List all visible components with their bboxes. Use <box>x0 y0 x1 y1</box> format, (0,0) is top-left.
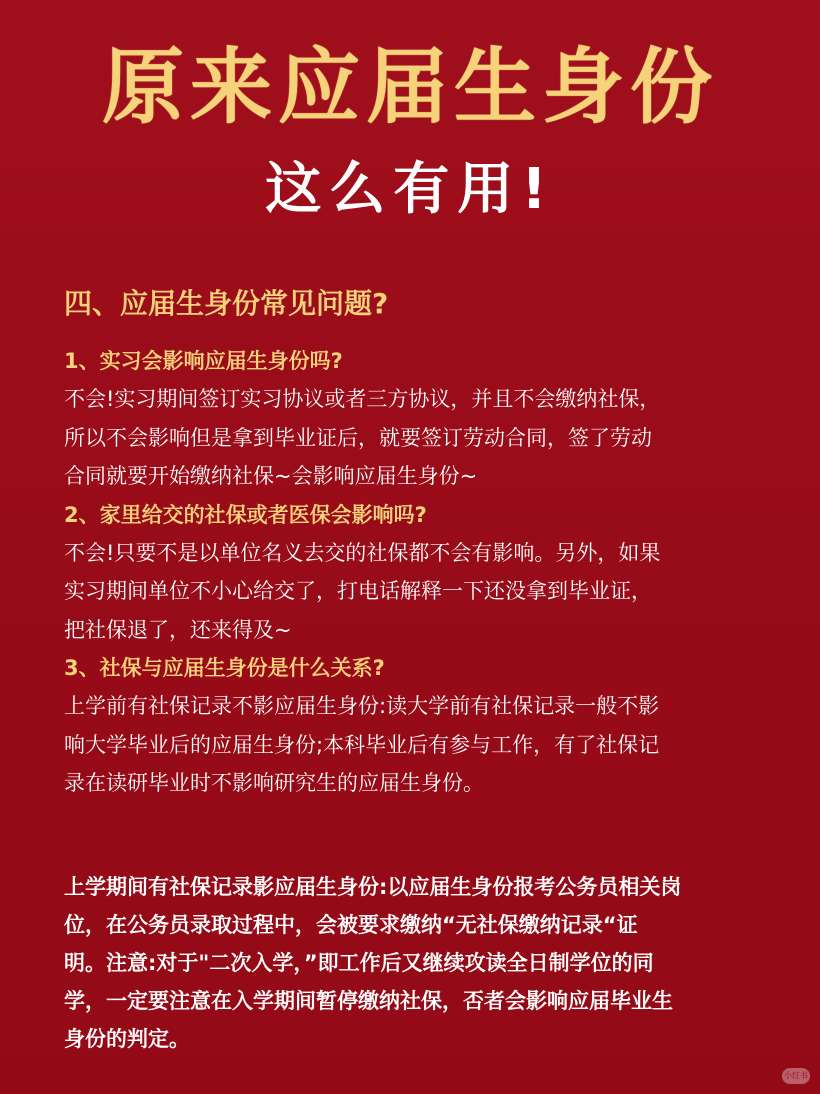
question: 3、社保与应届生身份是什么关系? <box>64 656 385 680</box>
answer-line: 响大学毕业后的应届生身份;本科毕业后有参与工作，有了社保记 <box>64 732 660 757</box>
qa-item <box>64 496 772 650</box>
answer-line: 不会!实习期间签订实习协议或者三方协议，并且不会缴纳社保， <box>64 387 661 411</box>
note-line: 学，一定要注意在入学期间暂停缴纳社保，否者会影响应届毕业生 <box>64 989 673 1013</box>
note-paragraph <box>64 868 776 1058</box>
answer-line: 所以不会影响但是拿到毕业证后，就要签订劳动合同，签了劳动 <box>64 425 652 450</box>
watermark-logo: 小红书 <box>782 1068 810 1084</box>
question: 1、实习会影响应届生身份吗? <box>64 349 343 373</box>
page-title: 原来应届生身份 <box>101 40 718 135</box>
answer-line: 把社保退了，还来得及~ <box>64 617 292 642</box>
answer-line: 不会!只要不是以单位名义去交的社保都不会有影响。另外，如果 <box>64 540 661 565</box>
answer-line: 合同就要开始缴纳社保~会影响应届生身份~ <box>64 464 478 488</box>
question: 2、家里给交的社保或者医保会影响吗? <box>64 502 427 527</box>
note-line: 位，在公务员录取过程中，会被要求缴纳“无社保缴纳记录“证 <box>64 913 638 937</box>
answer-line: 实习期间单位不小心给交了，打电话解释一下还没拿到毕业证， <box>64 579 652 603</box>
note-line: 明。注意:对于"二次入学，”即工作后又继续攻读全日制学位的同 <box>64 951 654 975</box>
note-line: 身份的判定。 <box>64 1027 190 1051</box>
qa-item <box>64 649 772 803</box>
answer-line: 上学前有社保记录不影应届生身份:读大学前有社保记录一般不影 <box>64 694 660 718</box>
answer <box>64 380 772 496</box>
answer <box>64 534 772 650</box>
answer-line: 录在读研毕业时不影响研究生的应届生身份。 <box>64 771 484 795</box>
qa-item <box>64 342 772 496</box>
section-heading: 四、应届生身份常见问题? <box>64 287 389 320</box>
note-line: 上学期间有社保记录影应届生身份:以应届生身份报考公务员相关岗 <box>64 875 682 899</box>
qa-list <box>64 342 772 803</box>
page-subtitle: 这么有用! <box>265 157 555 222</box>
answer <box>64 687 772 803</box>
